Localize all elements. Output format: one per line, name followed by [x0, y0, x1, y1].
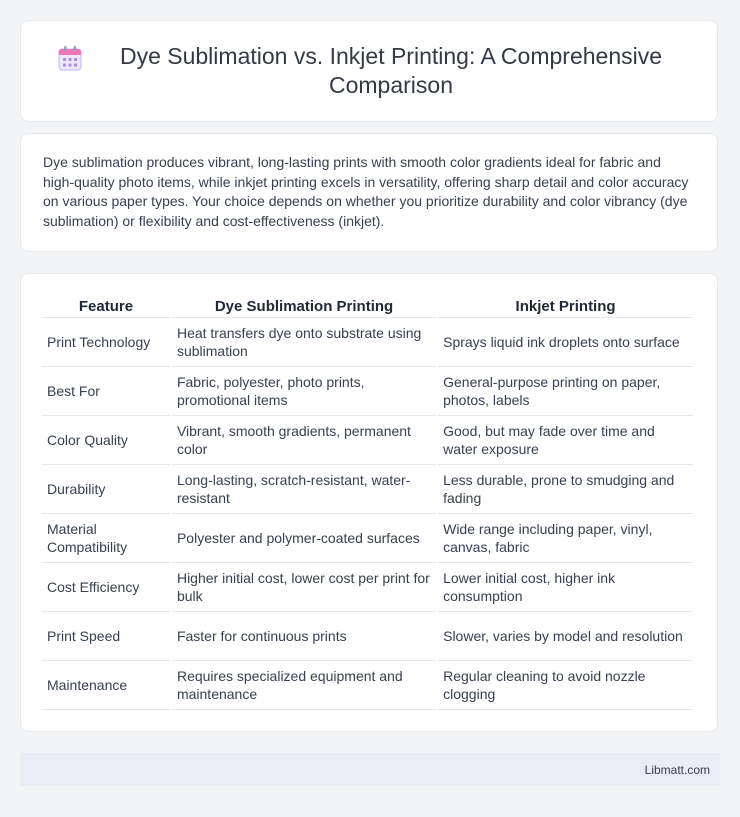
inkjet-cell: General-purpose printing on paper, photos, labels — [438, 367, 693, 416]
footer-brand[interactable]: Libmatt.com — [644, 762, 710, 777]
intro-card — [20, 133, 718, 252]
inkjet-cell: Regular cleaning to avoid nozzle clogging — [438, 661, 693, 710]
page-title: Dye Sublimation vs. Inkjet Printing: A Comprehensive Comparison — [119, 43, 663, 98]
inkjet-cell: Slower, varies by model and resolution — [438, 612, 693, 661]
feature-cell: Best For — [42, 367, 170, 416]
calendar-icon — [57, 44, 83, 72]
table-header-row — [42, 292, 693, 318]
dye-sublimation-cell: Fabric, polyester, photo prints, promotional items — [172, 367, 436, 416]
footer — [20, 753, 720, 786]
inkjet-cell: Wide range including paper, vinyl, canvas, fabric — [438, 514, 693, 563]
column-header-dye-sublimation: Dye Sublimation Printing — [172, 292, 436, 318]
table-row — [42, 318, 693, 367]
table-row — [42, 661, 693, 710]
dye-sublimation-cell: Long-lasting, scratch-resistant, water-resistant — [172, 465, 436, 514]
feature-cell: Print Speed — [42, 612, 170, 661]
table-row — [42, 612, 693, 661]
table-row — [42, 514, 693, 563]
dye-sublimation-cell: Higher initial cost, lower cost per print for bulk — [172, 563, 436, 612]
header-card — [20, 20, 718, 122]
feature-cell: Color Quality — [42, 416, 170, 465]
table-row — [42, 465, 693, 514]
comparison-table-card — [20, 273, 718, 732]
table-row — [42, 367, 693, 416]
column-header-feature: Feature — [42, 292, 170, 318]
dye-sublimation-cell: Vibrant, smooth gradients, permanent color — [172, 416, 436, 465]
feature-cell: Material Compatibility — [42, 514, 170, 563]
dye-sublimation-cell: Polyester and polymer-coated surfaces — [172, 514, 436, 563]
feature-cell: Print Technology — [42, 318, 170, 367]
feature-cell: Durability — [42, 465, 170, 514]
table-row — [42, 563, 693, 612]
inkjet-cell: Less durable, prone to smudging and fading — [438, 465, 693, 514]
dye-sublimation-cell: Heat transfers dye onto substrate using sublimation — [172, 318, 436, 367]
comparison-table — [40, 292, 695, 710]
inkjet-cell: Sprays liquid ink droplets onto surface — [438, 318, 693, 367]
dye-sublimation-cell: Requires specialized equipment and maintenance — [172, 661, 436, 710]
feature-cell: Cost Efficiency — [42, 563, 170, 612]
inkjet-cell: Good, but may fade over time and water exposure — [438, 416, 693, 465]
column-header-inkjet: Inkjet Printing — [438, 292, 693, 318]
inkjet-cell: Lower initial cost, higher ink consumption — [438, 563, 693, 612]
dye-sublimation-cell: Faster for continuous prints — [172, 612, 436, 661]
table-row — [42, 416, 693, 465]
intro-text: Dye sublimation produces vibrant, long-lasting prints with smooth color gradients ideal for fabric and high-quality photo items, while inkjet printing excels in versatility, offering sharp detail and color accuracy on various paper types. Your choice depends on whether you prioritize durability and color vibrancy (dye sublimation) or flexibility and cost-effectiveness (inkjet). — [43, 154, 689, 229]
feature-cell: Maintenance — [42, 661, 170, 710]
